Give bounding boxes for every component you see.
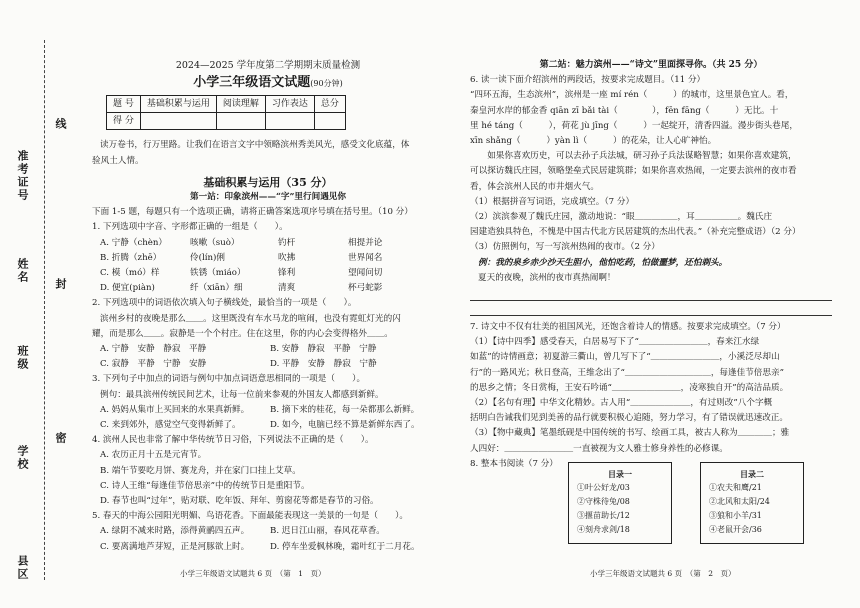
q7-line: 7. 诗文中不仅有壮美的祖国风光，还饱含着诗人的情感。按要求完成填空。（7 分） bbox=[470, 322, 786, 333]
toc-item: ②守株待兔/08 bbox=[577, 497, 630, 506]
q7-line: （3）【物中藏典】笔墨纸砚是中国传统的书写、绘画工具，被古人称为＿＿＿＿；雅 bbox=[470, 428, 790, 439]
footer-right: 小学三年级语文试题共 6 页 （第 2 页） bbox=[590, 569, 736, 578]
section2-title: 第二站：魅力滨州——“诗文”里面探寻你。（共 25 分） bbox=[539, 60, 763, 70]
q1-row bbox=[92, 266, 444, 281]
opt: 世界闻名 bbox=[348, 252, 383, 263]
exam-header: 2024—2025 学年度第二学期期末质量检测 bbox=[175, 60, 361, 71]
q7-line: 的思乡之情；冬日赏梅，王安石吟诵“＿＿＿＿＿＿＿＿，凌寒独自开”的高洁品质。 bbox=[470, 382, 789, 393]
q7-line: 如蓝”的诗情画意；初夏游三衢山，曾几写下了“＿＿＿＿＿＿＿＿，小溪泛尽却山 bbox=[470, 352, 780, 363]
opt: D. 停车坐爱枫林晚，霜叶红于二月花。 bbox=[270, 541, 420, 552]
q2-line: 滨州乡村的夜晚是那么＿＿。这里既没有车水马龙的喧闹，也没有霓虹灯光的闪 bbox=[100, 313, 401, 324]
page-title bbox=[92, 75, 444, 91]
toc-title: 目录一 bbox=[608, 469, 632, 479]
q7-line: 人四好：＿＿＿＿＿＿＿＿一直被视为文人雅士修身养性的必修课。 bbox=[470, 443, 728, 454]
section-instr: 下面 1-5 题，每题只有一个选项正确，请将正确答案选项序号填在括号里。（10 分） bbox=[92, 207, 413, 218]
q3-opts bbox=[92, 418, 444, 433]
score-head: 题 号 bbox=[107, 96, 141, 113]
opt: A. 绿阴不减来时路，添得黄鹂四五声。 bbox=[100, 526, 250, 537]
q2-line: 2. 下列选项中的词语依次填入句子横线处，最恰当的一项是（ ）。 bbox=[92, 298, 357, 309]
label-banji: 班级 bbox=[16, 345, 29, 371]
q6-example: 例：我的泉乡赤少沙天生胆小，他怕吃药，怕做噩梦，还怕剃头。 bbox=[478, 257, 728, 268]
q1-row bbox=[92, 281, 444, 296]
opt: C. 模（mó）样 bbox=[100, 268, 160, 279]
q1-row bbox=[92, 251, 444, 266]
q3-line: 3. 下列句子中加点的词语与例句中加点词语意思相同的一项是（ ）。 bbox=[92, 374, 366, 385]
toc-title: 目录二 bbox=[740, 469, 764, 479]
opt: 铁锈（miáo） bbox=[190, 268, 246, 279]
section-title: 基础积累与运用（35 分） bbox=[203, 175, 333, 189]
score-cell[interactable] bbox=[314, 113, 345, 130]
score-label: 得 分 bbox=[107, 113, 141, 130]
toc-item: ③狼和小羊/31 bbox=[709, 511, 762, 520]
q3-opts bbox=[92, 403, 444, 418]
opt: D. 如今，电脑已经不算是新鲜东西了。 bbox=[270, 420, 420, 431]
score-cell[interactable] bbox=[265, 113, 314, 130]
opt: 相提并论 bbox=[348, 237, 383, 248]
opt: 钓杆 bbox=[278, 237, 296, 248]
opt: B. 折腾（zhē） bbox=[100, 252, 162, 263]
q6-line: （2）滨滨参观了魏氏庄园，激动地说：“眼＿＿＿＿＿，耳＿＿＿＿＿。魏氏庄 bbox=[470, 212, 773, 223]
q7-line: 行”的一路风光；秋日登高，王维念出了“＿＿＿＿＿＿＿＿＿＿，每逢佳节倍思亲” bbox=[470, 367, 784, 378]
opt: D. 便宜(piàn) bbox=[100, 283, 155, 294]
title-time: (90分钟) bbox=[310, 79, 343, 89]
label-xuexiao: 学校 bbox=[16, 445, 29, 471]
opt: 咳嗽（suò） bbox=[190, 237, 240, 248]
q6-line: xīn shǎng（ ）yàn lì（ ）的花朵，让人心旷神怡。 bbox=[470, 136, 717, 147]
answer-line[interactable] bbox=[470, 288, 832, 301]
q2-opts bbox=[92, 342, 444, 357]
q6-line: （3）仿照例句，写一写滨州热闹的夜市。（2 分） bbox=[470, 242, 660, 253]
q8-stem: 8. 整本书阅读（7 分） bbox=[470, 458, 558, 469]
q4-opt: B. 端午节要吃月饼、赛龙舟，并在家门口挂上艾草。 bbox=[100, 465, 301, 476]
q2-opts bbox=[92, 357, 444, 372]
opt: A. 宁静 安静 静寂 平静 bbox=[100, 344, 207, 355]
toc-two bbox=[700, 462, 804, 544]
q2-line: 耀，而是那么＿＿。寂静是一个个村庄。住在这里，你的内心会变得格外＿＿。 bbox=[92, 328, 393, 339]
score-head: 总分 bbox=[314, 96, 345, 113]
q6-fill: 夏天的夜晚，滨州的夜市真热闹啊！ bbox=[478, 272, 616, 283]
q6-line: 6. 读一读下面介绍滨州的两段话，按要求完成题目。（11 分） bbox=[470, 75, 706, 86]
opt: 纤（xiān）细 bbox=[190, 283, 243, 294]
seal-line bbox=[44, 40, 45, 580]
section-sub: 第一站：印象滨州——“字”里行间遇见你 bbox=[190, 192, 346, 203]
q6-line: （1）根据拼音写词语，完成填空。（7 分） bbox=[470, 196, 635, 207]
opt: 望闻问切 bbox=[348, 268, 383, 279]
q1-options bbox=[92, 236, 444, 297]
label-xianqu: 县区 bbox=[16, 555, 29, 581]
toc-item: ④老鼠开会/36 bbox=[709, 525, 762, 534]
q1-row bbox=[92, 236, 444, 251]
q4-opt: C. 诗人王维“每逢佳节倍思亲”中的传统节日是重阳节。 bbox=[100, 480, 310, 491]
q5-stem: 5. 春天的中海公园阳光明媚、鸟语花香。下面最能表现这一美景的一句是（ ）。 bbox=[92, 511, 409, 522]
right-column bbox=[470, 58, 832, 472]
title-text: 小学三年级语文试题 bbox=[193, 75, 311, 91]
q7-line: 括明白告诫我们见到美善的品行就要积极心追随，努力学习，有了错误就迅速改正。 bbox=[470, 413, 788, 424]
q4-stem: 4. 滨州人民也非常了解中华传统节日习俗，下列说法不正确的是（ ）。 bbox=[92, 435, 374, 446]
opt: C. 寂静 平静 宁静 安静 bbox=[100, 359, 207, 370]
opt: 伶(lín)俐 bbox=[190, 252, 225, 263]
toc-item: ①叶公好龙/03 bbox=[577, 483, 630, 492]
q6-line: 园建造独具特色，不愧是中国古代北方民居建筑的杰出代表。”（补充完整成语）（2 分） bbox=[470, 227, 801, 238]
footer-left: 小学三年级语文试题共 6 页 （第 1 页） bbox=[180, 569, 326, 578]
q6-line: 秦皇河水岸的郁金香 qiān zī bǎi tài（ ），fēn fāng（ ）无比。十 bbox=[470, 105, 779, 116]
q7-line: （1）【诗中四季】感受春天，白居易写下了“＿＿＿＿＿＿＿＿，春来江水绿 bbox=[470, 337, 760, 348]
label-xingming: 姓名 bbox=[16, 258, 29, 284]
opt: B. 安静 静寂 平静 宁静 bbox=[270, 344, 377, 355]
label-kaohao: 准考证号 bbox=[16, 150, 29, 202]
toc-item: ④刻舟求剑/18 bbox=[577, 525, 630, 534]
label-mi: 密 bbox=[54, 432, 67, 445]
opt: 杯弓蛇影 bbox=[348, 283, 383, 294]
opt: C. 要离满地芦芽短，正是河豚欲上时。 bbox=[100, 541, 250, 552]
toc-item: ①农夫和鹰/21 bbox=[709, 483, 762, 492]
q6-line: 如果你喜欢历史，可以去孙子兵法城，研习孙子兵法谋略智慧；如果你喜欢建筑， bbox=[470, 151, 797, 162]
q7-line: （2）【名句有理】中华文化精妙。古人用“＿＿＿＿＿＿＿，有过则改”八个字概 bbox=[470, 398, 773, 409]
q6-line: 可以探访魏氏庄园，领略堡垒式民居建筑群；如果你喜欢热闹，一定要去滨州的夜市看 bbox=[470, 166, 797, 177]
q4-opt: A. 农历正月十五是元宵节。 bbox=[100, 450, 207, 461]
toc-item: ②北风和太阳/24 bbox=[709, 497, 770, 506]
q6-line: “四环五海，生态滨州”，滨州是一座 mí rén（ ）的城市，这里景色宜人。看， bbox=[470, 90, 794, 101]
opt: A. 妈妈从集市上买回来的水果真新鲜。 bbox=[100, 404, 250, 415]
opt: D. 平静 安静 静寂 宁静 bbox=[270, 359, 377, 370]
q1-stem: 1. 下列选项中字音、字形都正确的一组是（ ）。 bbox=[92, 222, 288, 233]
opt: B. 摘下来的桂花，每一朵都那么新鲜。 bbox=[270, 404, 420, 415]
label-feng: 封 bbox=[54, 278, 67, 291]
q4-opt: D. 春节也叫“过年”，贴对联、吃年饭、拜年、剪窗花等都是春节的习俗。 bbox=[100, 496, 379, 507]
score-cell[interactable] bbox=[216, 113, 265, 130]
answer-line[interactable] bbox=[470, 303, 832, 316]
opt: 清爽 bbox=[278, 283, 296, 294]
score-head: 基础积累与运用 bbox=[140, 96, 216, 113]
opt: A. 宁静（chèn） bbox=[100, 237, 168, 248]
opt: C. 来到郊外，感觉空气变得新鲜了。 bbox=[100, 420, 241, 431]
opt: B. 迟日江山丽，春风花草香。 bbox=[270, 526, 385, 537]
toc-item: ③揠苗助长/12 bbox=[577, 511, 630, 520]
q6-line: 看，体会滨州人民的市井烟火气。 bbox=[470, 181, 599, 192]
opt: 锋利 bbox=[278, 268, 296, 279]
intro-line: 读万卷书，行万里路。让我们在语言文字中领略滨州秀美风光，感受文化底蕴，体 bbox=[100, 140, 410, 151]
score-table bbox=[106, 95, 346, 130]
score-head: 阅读理解 bbox=[216, 96, 265, 113]
q5-opts bbox=[92, 540, 444, 555]
q6-line: 里 hé táng（ ），荷花 jù jīng（ ）一起绽开，清香四溢。漫步街头巷尾， bbox=[470, 120, 798, 131]
score-cell[interactable] bbox=[140, 113, 216, 130]
toc-one bbox=[568, 462, 672, 544]
q5-opts bbox=[92, 524, 444, 539]
opt: 吹拂 bbox=[278, 252, 296, 263]
score-head: 习作表达 bbox=[265, 96, 314, 113]
q3-line: 例句：最具滨州传统民间艺术，让每一位前来参观的外国友人都感到新鲜。 bbox=[100, 389, 384, 400]
label-xian: 线 bbox=[54, 118, 67, 131]
intro-line: 验风土人情。 bbox=[92, 155, 144, 166]
left-column bbox=[92, 58, 444, 555]
